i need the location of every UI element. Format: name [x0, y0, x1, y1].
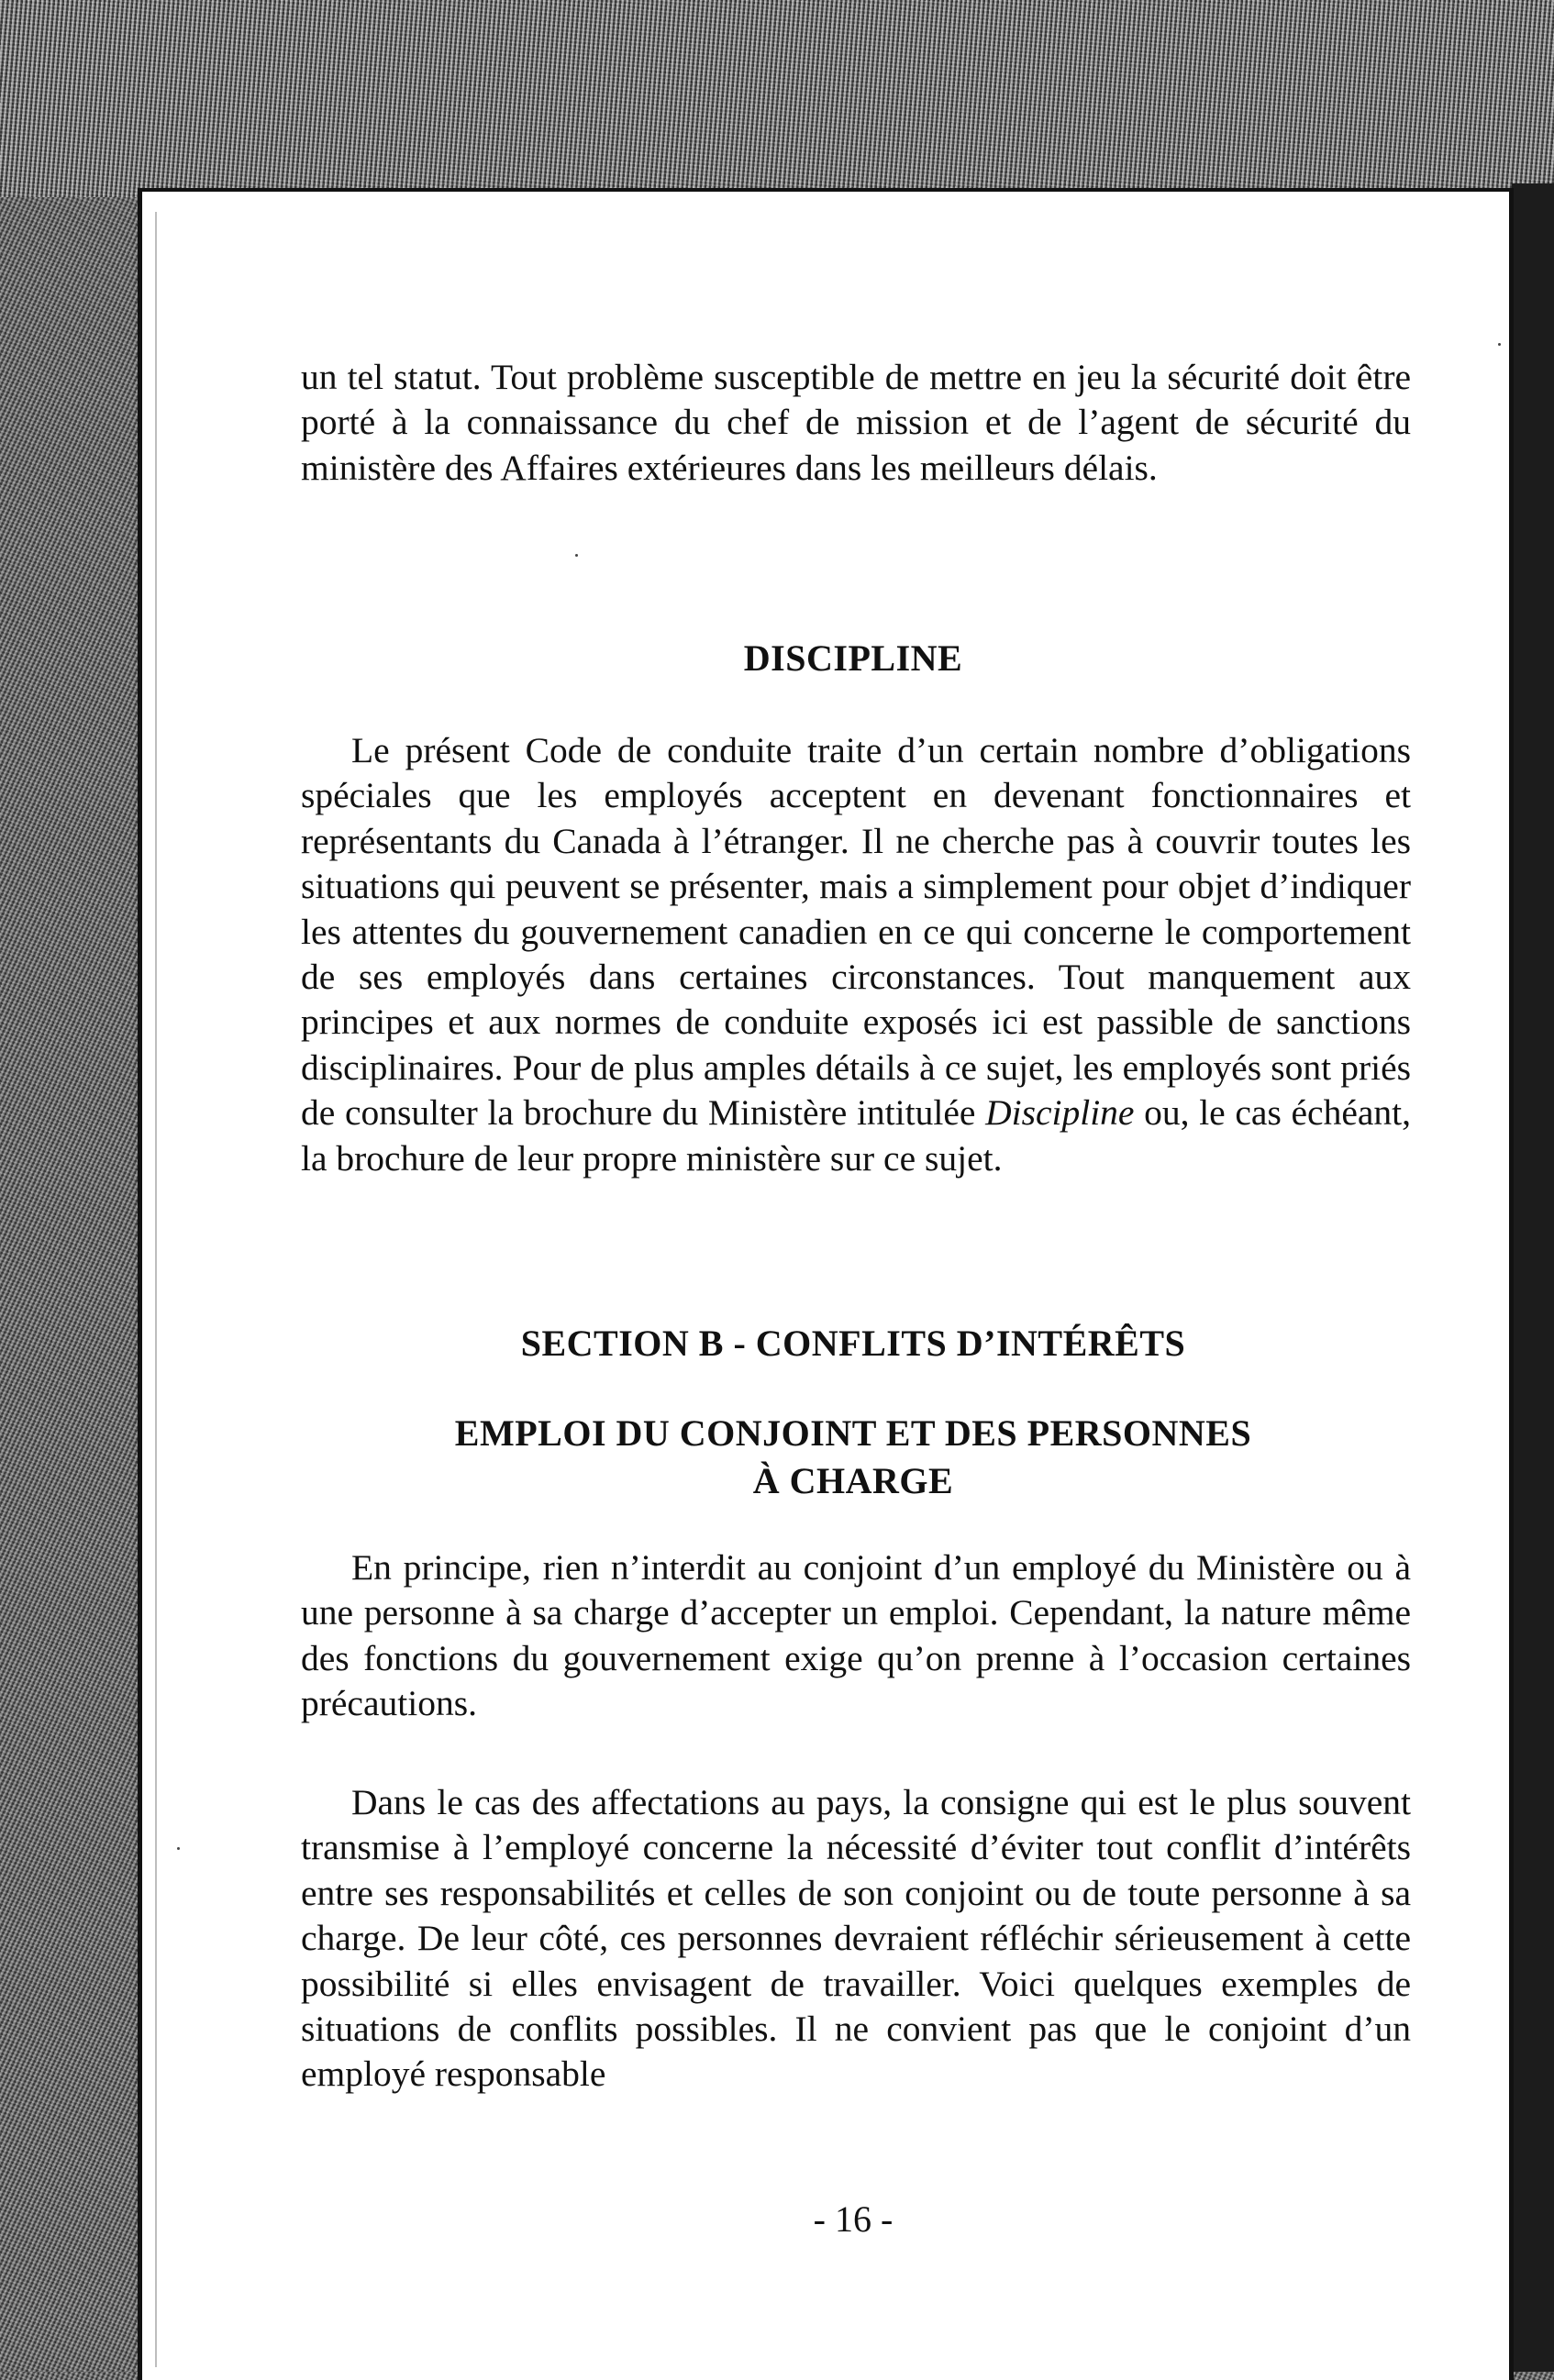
scan-speck	[177, 1847, 180, 1850]
employment-paragraph-2: Dans le cas des affectations au pays, la consigne qui est le plus souvent transmise à l’employé concerne la nécessité d’éviter tout conflit d’intérêts entre ses responsabilités et celles de son conjoint ou de toute personne à sa charge. De leur côté, ces personnes devraient réfléchir sérieusement à cette possibilité si elles envisagent de travailler. Voici quelques exemples de situations de conflits possibles. Il ne convient pas que le conjoint d’un employé responsable	[301, 1782, 1411, 2095]
scan-right-shadow	[1512, 183, 1554, 2372]
page-number: - 16 -	[813, 2198, 894, 2240]
employment-text-block-1	[301, 1545, 1411, 1727]
employment-subheading-line1: EMPLOI DU CONJOINT ET DES PERSONNES	[454, 1412, 1252, 1454]
scan-speck	[575, 554, 578, 557]
intro-text-block	[301, 355, 1411, 491]
section-b-heading: SECTION B - CONFLITS D’INTÉRÊTS	[520, 1323, 1186, 1364]
discipline-brochure-title: Discipline	[985, 1092, 1135, 1134]
scan-top-edge	[0, 0, 1554, 197]
intro-paragraph: un tel statut. Tout problème susceptible de mettre en jeu la sécurité doit être porté à la connaissance du chef de mission et de l’agent de sécurité du ministère des Affaires extérieures dans les meilleurs délais.	[301, 357, 1411, 488]
employment-subheading	[280, 1410, 1426, 1505]
employment-subheading-line2: À CHARGE	[752, 1460, 954, 1501]
binding-rule	[155, 212, 157, 2367]
document-page	[138, 188, 1514, 2380]
employment-paragraph-1: En principe, rien n’interdit au conjoint d’un employé du Ministère ou à une personne à sa charge d’accepter un emploi. Cependant, la nature même des fonctions du gouvernement exige qu’on prenne à l’occasion certaines précautions.	[301, 1547, 1411, 1724]
discipline-paragraph-end: ou, le cas échéant, la brochure de leur propre ministère sur ce sujet.	[301, 1092, 1411, 1179]
scan-speck	[1498, 343, 1501, 346]
discipline-heading: DISCIPLINE	[743, 637, 963, 679]
discipline-text-block	[301, 728, 1411, 1181]
discipline-paragraph	[301, 728, 1411, 1181]
discipline-paragraph-text: Le présent Code de conduite traite d’un certain nombre d’obligations spéciales que les employés acceptent en devenant fonctionnaires et représentants du Canada à l’étranger. Il ne cherche pas à couvrir toutes les situations qui peuvent se présenter, mais a simplement pour objet d’indiquer les attentes du gouvernement canadien en ce qui concerne le comportement de ses employés dans certaines circonstances. Tout manquement aux principes et aux normes de conduite exposés ici est passible de sanctions disciplinaires. Pour de plus amples détails à ce sujet, les employés sont priés de consulter la brochure du Ministère intitulée	[301, 730, 1411, 1134]
employment-text-block-2	[301, 1780, 1411, 2098]
